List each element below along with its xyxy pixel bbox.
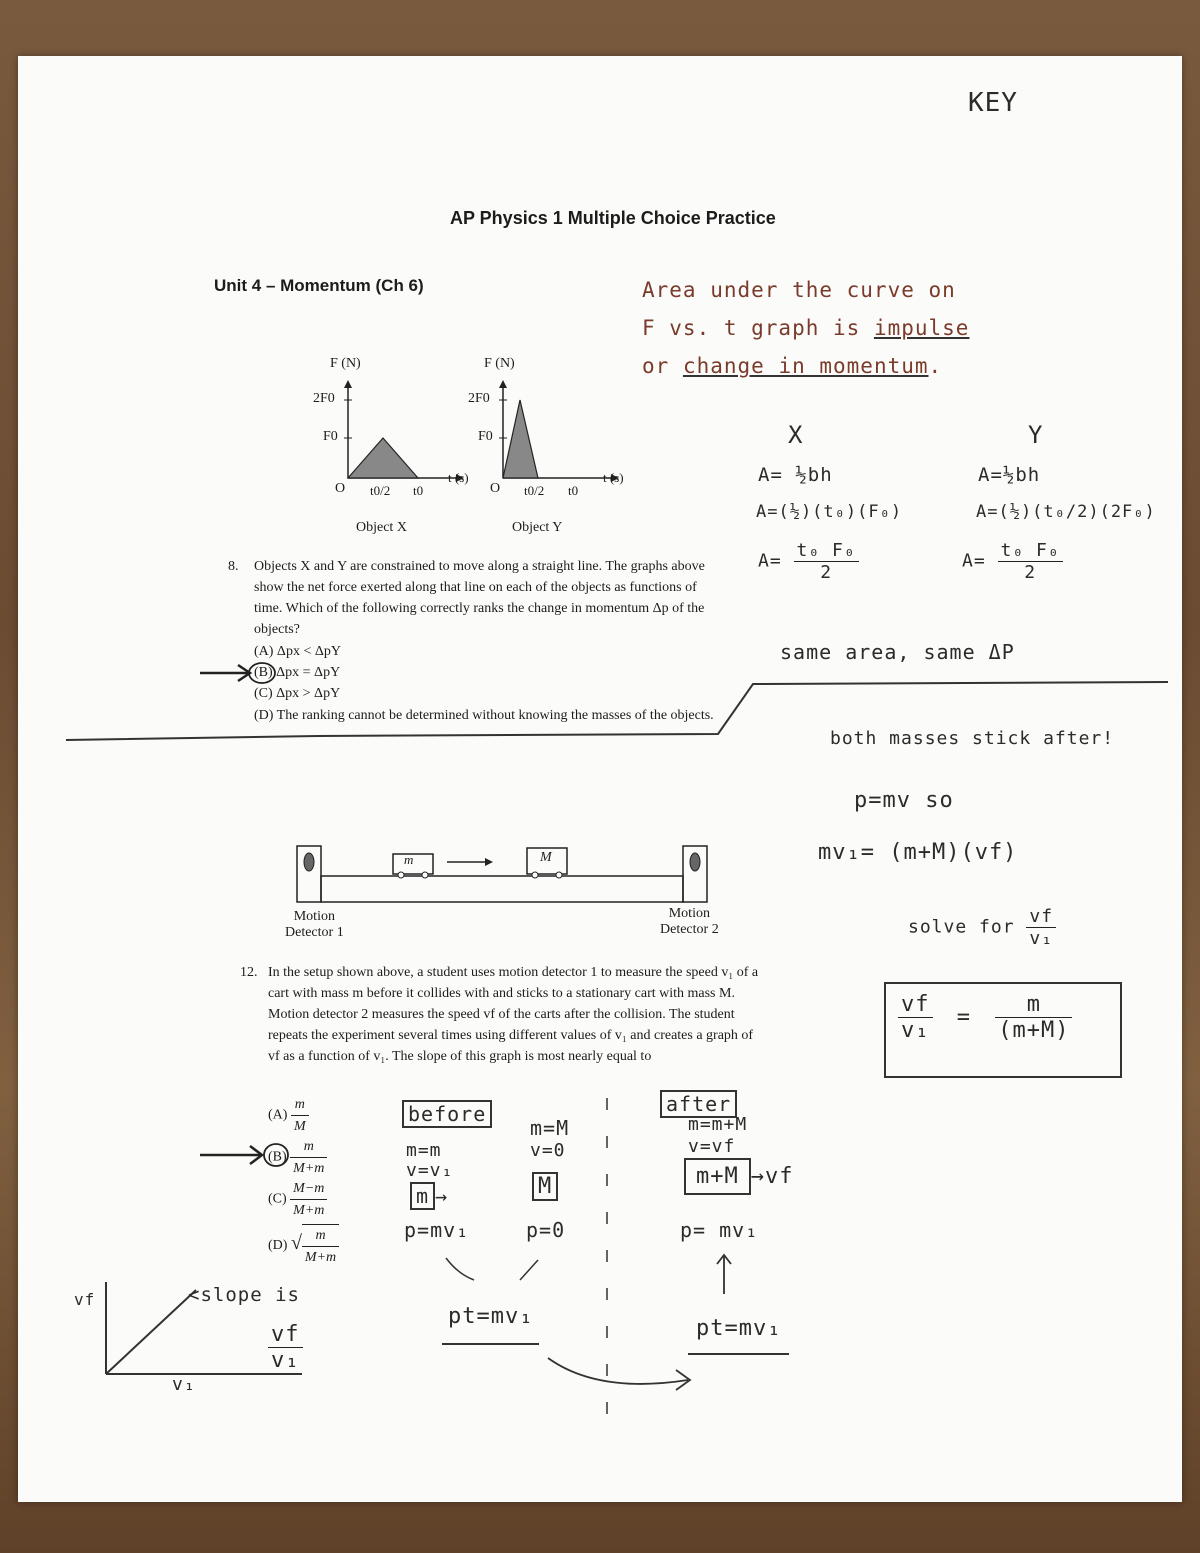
answer-left-fraction — [898, 992, 933, 1043]
q12-b-den: M+m — [293, 1161, 325, 1176]
answer-right-num: m — [995, 992, 1072, 1018]
q12-a-num: m — [291, 1094, 309, 1116]
graph-x-tick-t0: t0 — [413, 483, 424, 498]
graph-y-x-label: t (s) — [603, 470, 624, 485]
cart-M-momentum: p=0 — [526, 1218, 566, 1242]
arrow-right-icon: → — [750, 1164, 765, 1189]
work-x-num: t₀ F₀ — [794, 540, 859, 562]
slope-text: slope is — [200, 1284, 300, 1306]
work-y-den: 2 — [1024, 562, 1037, 583]
detector-1-line1: Motion — [293, 909, 335, 924]
q12-d-num: m — [302, 1225, 339, 1247]
graph-x-tick-f0: F0 — [323, 429, 338, 444]
q12-text: In the setup shown above, a student uses motion detector 1 to measure the speed v₁ of a cart with mass m before it collides with and sticks to a stationary cart with mass M. Motion detector 2 measures the speed vf of the carts after the collision. The student repeats the experiment several times using different values of v₁ and creates a graph of vf as a function of v₁. The slope of this graph is most nearly equal to — [268, 965, 759, 1064]
q8-choice-a: (A) Δpx < ΔpY — [254, 644, 341, 659]
work-x-label: X — [788, 421, 804, 449]
motion-setup-diagram — [293, 836, 713, 916]
graph-y-origin: O — [490, 481, 501, 496]
q12-a-den: M — [293, 1119, 306, 1134]
graph-x-x-label: t (s) — [448, 470, 469, 485]
graph-y-tick-t0: t0 — [568, 483, 579, 498]
arrow-right-icon: → — [435, 1184, 449, 1208]
area-note-line2-text: F vs. t graph is — [642, 316, 874, 340]
work-x-fraction — [794, 540, 859, 583]
answer-box — [884, 982, 1122, 1078]
graph-y-tick-f0: F0 — [478, 429, 493, 444]
q12-c-den: M+m — [293, 1203, 325, 1218]
before-momentum: p=mv₁ — [404, 1218, 470, 1242]
q12-choice-b-label: (B) — [268, 1149, 287, 1165]
area-note-period: . — [928, 354, 943, 378]
q12-choice-d-fraction — [302, 1224, 339, 1268]
slope-arrow-icon: < — [188, 1284, 201, 1306]
answer-equals: = — [956, 1004, 971, 1030]
q12-choice-a-label: (A) — [268, 1107, 288, 1123]
before-cart-box: m — [410, 1182, 435, 1210]
change-in-momentum-words: change in momentum — [682, 354, 929, 378]
q12-choice-a — [268, 1094, 309, 1137]
q8-choice-c: (C) Δpx > ΔpY — [254, 686, 341, 701]
before-mass: m=m — [406, 1140, 442, 1161]
impulse-word: impulse — [873, 316, 970, 340]
cart-M-velocity: v=0 — [530, 1140, 566, 1161]
after-velocity: v=vf — [688, 1136, 736, 1157]
q12-b-num: m — [290, 1136, 327, 1158]
work-x-den: 2 — [820, 562, 833, 583]
q12-choice-c-fraction — [290, 1178, 327, 1221]
q8-choice-d: (D) The ranking cannot be determined without knowing the masses of the objects. — [254, 708, 714, 723]
after-momentum: p= mv₁ — [680, 1218, 759, 1242]
slope-den: v₁ — [271, 1348, 300, 1373]
worksheet-page — [18, 56, 1182, 1502]
graph-axis-v1: v₁ — [172, 1374, 196, 1395]
q12-choice-a-fraction — [291, 1094, 309, 1137]
solve-fraction — [1026, 906, 1056, 949]
answer-right-den: (m+M) — [998, 1018, 1070, 1043]
total-momentum-before: pt=mv₁ — [442, 1304, 539, 1345]
solve-note — [908, 906, 1056, 949]
cart-M-label: M — [540, 850, 552, 865]
q8-choice-b: (B) Δpx = ΔpY — [254, 665, 341, 680]
solve-text: solve for — [908, 916, 1015, 938]
stick-note: both masses stick after! — [830, 728, 1115, 749]
total-momentum-after: pt=mv₁ — [688, 1316, 789, 1355]
same-area-note: same area, same ΔP — [780, 640, 1015, 664]
up-arrow-icon — [714, 1252, 734, 1296]
graph-x-caption: Object X — [356, 520, 407, 535]
cart-M-mass: m=M — [530, 1116, 570, 1140]
conservation-equation: mv₁= (m+M)(vf) — [818, 840, 1018, 865]
cart-M-box: M — [532, 1172, 558, 1201]
page-title: AP Physics 1 Multiple Choice Practice — [450, 208, 776, 228]
slope-note — [188, 1284, 300, 1306]
q12-number: 12. — [240, 965, 258, 980]
before-converge-lines — [438, 1252, 548, 1292]
before-velocity: v=v₁ — [406, 1160, 454, 1181]
area-note-line3 — [642, 354, 942, 378]
area-note-line1: Area under the curve on — [642, 278, 956, 302]
q8-number: 8. — [228, 559, 239, 574]
work-x-line2: A=(½)(t₀)(F₀) — [756, 502, 903, 522]
after-cart — [684, 1164, 794, 1189]
detector-1-label — [285, 909, 344, 941]
work-y-line3 — [962, 540, 1063, 583]
unit-heading: Unit 4 – Momentum (Ch 6) — [214, 276, 424, 295]
area-note-line3-text: or — [642, 354, 683, 378]
answer-left-den: v₁ — [901, 1018, 930, 1043]
graph-x-y-label: F (N) — [330, 356, 361, 371]
q12-choice-c-label: (C) — [268, 1191, 287, 1207]
work-y-fraction — [998, 540, 1063, 583]
graph-y-tick-2f0: 2F0 — [468, 391, 490, 406]
answer-right-fraction — [995, 992, 1072, 1043]
detector-2-line2: Detector 2 — [660, 922, 719, 937]
slope-num: vf — [268, 1322, 303, 1348]
after-label: after — [660, 1090, 737, 1118]
after-cart-box: m+M — [684, 1158, 751, 1195]
graph-x-tick-half: t0/2 — [370, 483, 391, 498]
q8-text: Objects X and Y are constrained to move along a straight line. The graphs above show the net force exerted along that line on each of the objects as functions of time. Which of the following correctly ranks the change in momentum Δp of the objects? — [254, 559, 705, 637]
graph-x-tick-2f0: 2F0 — [313, 391, 335, 406]
momentum-formula: p=mv so — [854, 788, 954, 813]
work-x-line1: A= ½bh — [758, 464, 833, 486]
slope-fraction — [268, 1322, 303, 1373]
before-label: before — [402, 1100, 492, 1128]
q12-answer-arrow — [198, 1140, 294, 1170]
work-y-label: Y — [1028, 421, 1044, 449]
sqrt-icon: √ — [290, 1232, 302, 1255]
work-x-line3 — [758, 540, 859, 583]
graph-x-origin: O — [335, 481, 346, 496]
work-y-line1: A=½bh — [978, 464, 1041, 486]
detector-2-label — [660, 906, 719, 938]
before-cart — [410, 1184, 448, 1208]
solve-den: v₁ — [1029, 928, 1054, 949]
work-y-num: t₀ F₀ — [998, 540, 1063, 562]
q12-c-num: M−m — [290, 1178, 327, 1200]
detector-2-line1: Motion — [668, 906, 710, 921]
work-y-line2: A=(½)(t₀/2)(2F₀) — [976, 502, 1156, 522]
slope-fraction-value — [268, 1322, 303, 1373]
key-label: KEY — [968, 88, 1018, 118]
q12-choice-c — [268, 1178, 327, 1221]
q12-choice-d — [268, 1224, 339, 1268]
graph-y-caption: Object Y — [512, 520, 563, 535]
graph-y-y-label: F (N) — [484, 356, 515, 371]
graph-y-tick-half: t0/2 — [524, 483, 545, 498]
before-to-after-arrow — [538, 1350, 708, 1400]
after-cart-velocity: vf — [765, 1164, 794, 1189]
area-note-line2 — [642, 316, 969, 340]
q12-choice-d-label: (D) — [268, 1238, 288, 1254]
q12-d-den: M+m — [304, 1250, 337, 1265]
cart-m-label: m — [404, 852, 414, 867]
work-y-line3-prefix: A= — [962, 550, 986, 572]
q12-choice-b-fraction — [290, 1136, 327, 1179]
solve-num: vf — [1026, 906, 1056, 928]
detector-1-line2: Detector 1 — [285, 925, 344, 940]
answer-left-num: vf — [898, 992, 933, 1018]
work-x-line3-prefix: A= — [758, 550, 782, 572]
after-mass: m=m+M — [688, 1114, 748, 1135]
graph-axis-vf: vf — [74, 1290, 96, 1309]
